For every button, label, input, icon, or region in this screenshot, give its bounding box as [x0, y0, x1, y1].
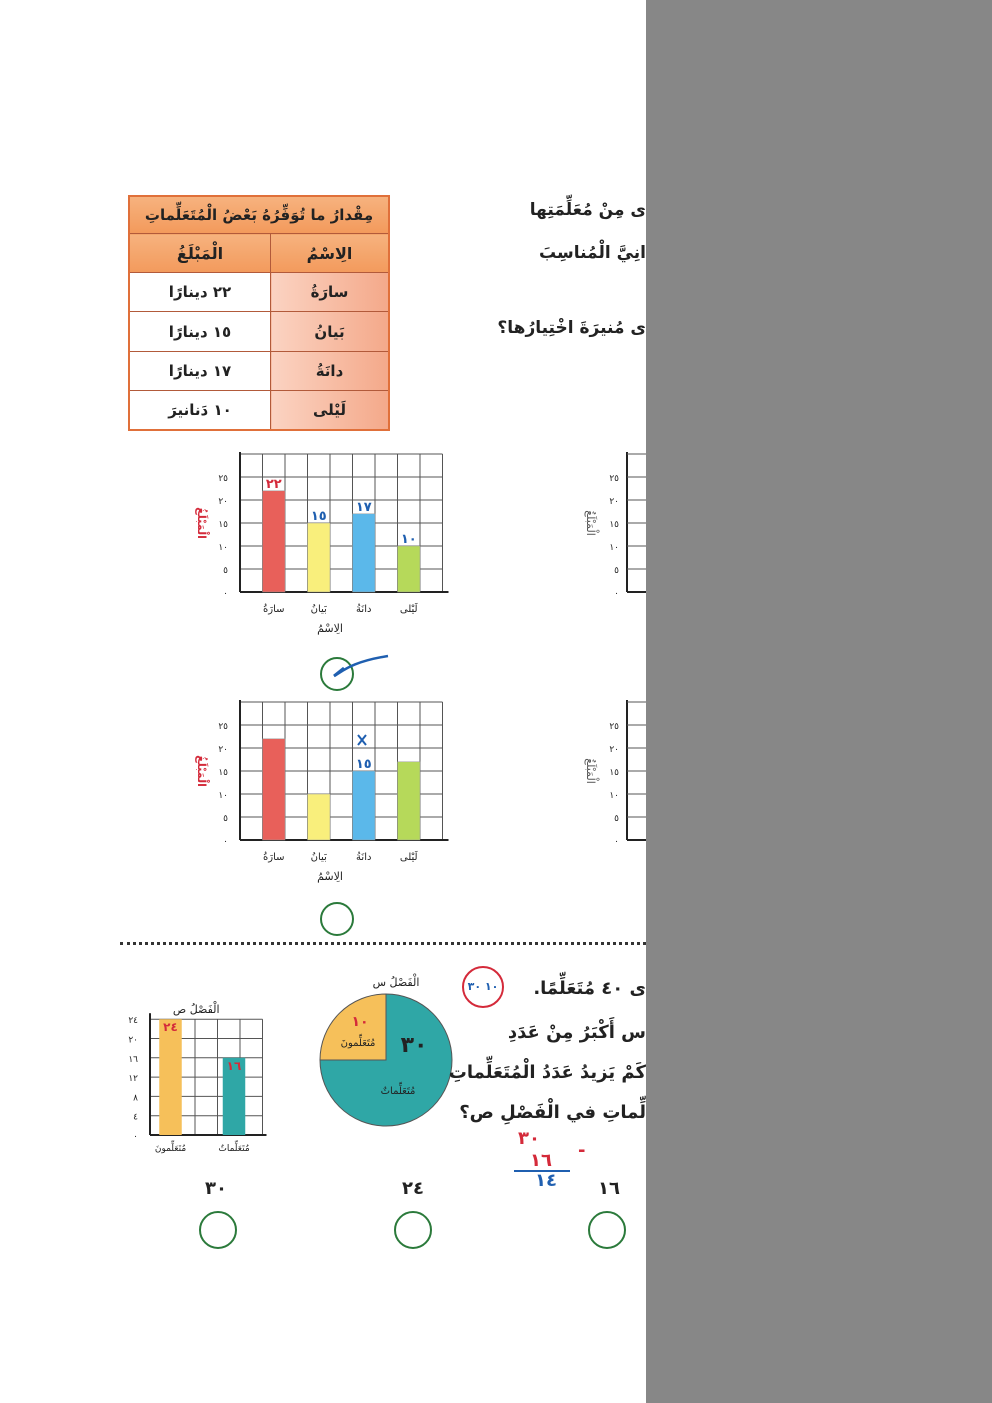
table-row	[129, 312, 389, 351]
y-tick-label: ١٠	[218, 543, 228, 553]
x-tick-label: سارَةُ	[263, 604, 285, 615]
x-tick-label: لَيْلى	[399, 852, 418, 863]
y-tick-label: ١٥	[218, 768, 228, 778]
bar	[398, 762, 421, 840]
question-line-1: ى مِنْ مُعَلِّمَتِها	[529, 200, 646, 220]
handwritten-value: ١٧	[355, 499, 372, 515]
y-tick-label: ١٢	[128, 1074, 138, 1085]
y-tick-label: ٠	[614, 837, 619, 847]
answer-circle-c1[interactable]	[199, 1211, 237, 1249]
answer-circle-b[interactable]	[320, 902, 354, 936]
x-tick-label: بَيانُ	[310, 604, 327, 615]
x-tick-label: بَيانُ	[310, 852, 327, 863]
section-divider	[120, 942, 646, 945]
slice-label: مُتَعَلِّماتٌ	[380, 1086, 416, 1097]
choice-label-1: ٣٠	[205, 1178, 227, 1199]
table-row	[129, 351, 389, 390]
x-tick-label: لَيْلى	[399, 604, 418, 615]
y-axis-label: الْمَبْلَغُ	[584, 758, 597, 784]
savings-table	[128, 195, 390, 431]
question-line-3: ى مُنيرَةَ اخْتِيارُها؟	[497, 318, 646, 338]
y-tick-label: ١٦	[128, 1054, 138, 1065]
y-tick-label: ٠	[223, 837, 228, 847]
y-tick-label: ٨	[133, 1093, 138, 1104]
handwritten-value: ١٠	[351, 1014, 369, 1030]
y-tick-label: ٢٥	[609, 722, 619, 732]
q4-line-3: كَمْ يَزيدُ عَدَدُ الْمُتَعَلِّماتِ	[448, 1062, 646, 1083]
handwritten-value: ٢٤	[163, 1020, 178, 1035]
y-tick-label: ١٠	[609, 543, 619, 553]
slice-label: مُتَعَلِّمونَ	[340, 1038, 376, 1049]
y-tick-label: ٤	[133, 1112, 138, 1123]
y-tick-label: ٠	[614, 589, 619, 599]
cell-name: بَيانُ	[271, 312, 390, 351]
y-tick-label: ٢٠	[609, 745, 619, 755]
handwritten-value: ١٥	[355, 757, 372, 772]
y-tick-label: ١٥	[609, 768, 619, 778]
y-tick-label: ٠	[133, 1132, 138, 1142]
bar	[263, 491, 286, 592]
bar	[159, 1019, 182, 1135]
cell-name: دانَةُ	[271, 351, 390, 390]
y-tick-label: ٢٠	[609, 497, 619, 507]
bar	[353, 771, 376, 840]
handwritten-value: ١٠	[400, 532, 417, 547]
bar-chart-a	[180, 452, 450, 642]
bar	[398, 546, 421, 592]
bar	[308, 794, 331, 840]
handwritten-value: ١٥	[310, 509, 327, 524]
question-line-2: انِيَّ الْمُناسِبَ	[539, 243, 646, 263]
x-tick-label: مُتَعَلِّمونَ	[154, 1144, 187, 1154]
bar	[308, 523, 331, 592]
x-tick-label: دانَةُ	[356, 604, 372, 615]
cell-amount: ١٥ دينارًا	[129, 312, 271, 351]
y-tick-label: ٢٠	[218, 497, 228, 507]
x-axis-label: الِاسْمُ	[317, 870, 343, 883]
handwritten-value: ١٦	[226, 1058, 242, 1073]
y-axis-label: الْمَبْلَغُ	[195, 507, 208, 539]
y-tick-label: ١٥	[609, 520, 619, 530]
y-tick-label: ٢٤	[128, 1016, 138, 1027]
y-tick-label: ٢٥	[218, 722, 228, 732]
y-tick-label: ٠	[223, 589, 228, 599]
cell-name: سارَةُ	[271, 273, 390, 312]
table-row	[129, 273, 389, 312]
answer-circle-c3[interactable]	[588, 1211, 626, 1249]
x-tick-label: دانَةُ	[356, 852, 372, 863]
handwritten-mark	[358, 735, 366, 745]
bar	[353, 514, 376, 592]
gray-panel	[646, 0, 992, 1403]
col-header-name: الِاسْمُ	[271, 234, 390, 273]
q4-line-2: س أَكْبَرُ مِنْ عَدَدِ	[507, 1022, 646, 1043]
q4-line-1: ى ٤٠ مُتَعَلِّمًا.	[533, 978, 646, 999]
y-tick-label: ١٠	[218, 791, 228, 801]
y-axis-label: الْمَبْلَغُ	[195, 755, 208, 787]
calc-mid: ١٦	[530, 1150, 552, 1171]
pie-chart-class-x	[310, 970, 460, 1130]
choice-label-2: ٢٤	[402, 1178, 424, 1199]
calc-top: ٣٠	[518, 1128, 540, 1149]
cell-amount: ١٧ دينارًا	[129, 351, 271, 390]
bar-chart-b	[180, 700, 450, 890]
y-tick-label: ٥	[614, 814, 619, 824]
partial-chart-d	[575, 700, 646, 850]
y-tick-label: ٢٥	[609, 474, 619, 484]
x-tick-label: مُتَعَلِّماتٌ	[218, 1144, 250, 1154]
cell-amount: ١٠ دَنانيرَ	[129, 390, 271, 430]
y-axis-label: الْمَبْلَغُ	[584, 510, 597, 536]
y-tick-label: ٢٠	[218, 745, 228, 755]
y-tick-label: ١٠	[609, 791, 619, 801]
choice-label-3: ١٦	[598, 1178, 620, 1199]
y-tick-label: ٥	[223, 814, 228, 824]
handwritten-badge: ١٠ ٣٠	[462, 966, 504, 1008]
y-tick-label: ١٥	[218, 520, 228, 530]
partial-chart-c	[575, 452, 646, 602]
x-tick-label: سارَةُ	[263, 852, 285, 863]
calc-result: ١٤	[535, 1170, 557, 1191]
bar	[263, 739, 286, 840]
answer-circle-c2[interactable]	[394, 1211, 432, 1249]
col-header-amount: الْمَبْلَغُ	[129, 234, 271, 273]
bar-chart-class-y	[110, 955, 270, 1160]
cell-name: لَيْلى	[271, 390, 390, 430]
q4-line-4: لِّماتِ في الْفَصْلِ ص؟	[459, 1102, 646, 1123]
chart-title: الْفَصْلُ س	[372, 976, 420, 989]
table-title: مِقْدارُ ما تُوَفِّرُهُ بَعْضُ الْمُتَعَلِّماتِ	[129, 196, 389, 234]
y-tick-label: ٢٠	[128, 1035, 138, 1046]
calc-minus: -	[578, 1140, 586, 1161]
handwritten-value: ٢٢	[265, 476, 282, 492]
x-axis-label: الِاسْمُ	[317, 622, 343, 635]
y-tick-label: ٢٥	[218, 474, 228, 484]
table-row	[129, 390, 389, 430]
checkmark-icon	[330, 652, 392, 686]
cell-amount: ٢٢ دينارًا	[129, 273, 271, 312]
chart-title: الْفَصْلُ ص	[172, 1003, 220, 1017]
handwritten-value: ٣٠	[400, 1033, 428, 1058]
y-tick-label: ٥	[614, 566, 619, 576]
y-tick-label: ٥	[223, 566, 228, 576]
